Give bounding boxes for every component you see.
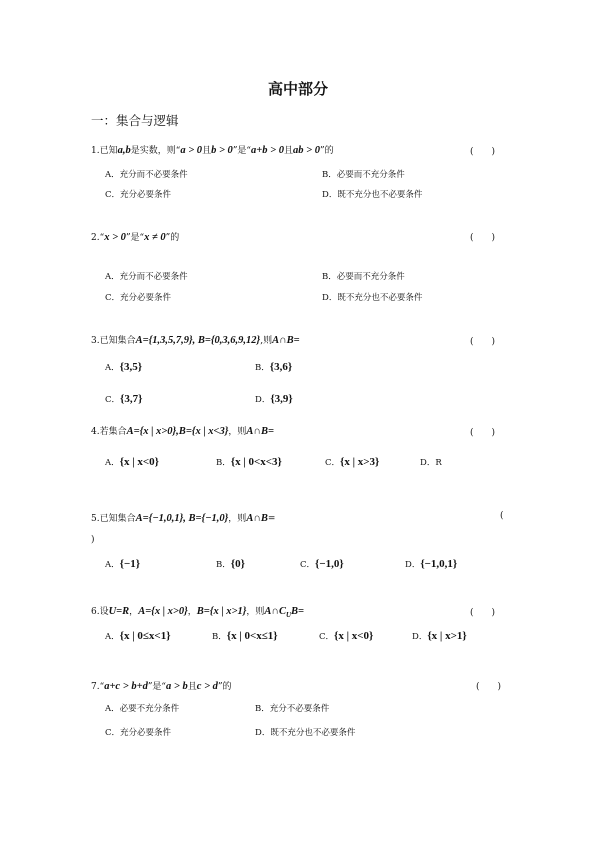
q4-option-a <box>105 456 159 468</box>
q5-option-c-label: C． <box>300 560 316 570</box>
q4-option-c-label: C． <box>325 458 341 468</box>
q5-option-c-value: {−1,0} <box>315 558 344 570</box>
q5-option-a-label: A． <box>105 560 120 570</box>
q5-text-b: ，则 <box>228 514 247 524</box>
q5-option-d-label: D． <box>405 560 421 570</box>
q6-math-a: U=R <box>108 606 130 617</box>
q5-answer-blank-open: ( <box>500 511 504 521</box>
q4-option-d <box>420 456 442 468</box>
question-3-stem <box>91 333 300 346</box>
q1-math-a: a,b <box>117 145 131 156</box>
q3-option-b-value: {3,6} <box>269 361 293 373</box>
q3-text-b: ,则 <box>260 336 273 346</box>
q6-option-b-value: {x | 0<x≤1} <box>226 630 278 642</box>
q4-option-d-value: R <box>435 458 442 468</box>
q5-math-b: A∩B <box>246 513 268 524</box>
q2-option-d: D．既不充分也不必要条件 <box>322 293 423 303</box>
q1-math-d: a+b > 0 <box>251 145 284 156</box>
q7-option-c: C．充分必要条件 <box>105 728 172 738</box>
q6-option-b <box>212 630 278 642</box>
q4-text-b: ，则 <box>228 427 247 437</box>
q5-answer-blank-close: ) <box>91 535 95 545</box>
q2-text-c: ”的 <box>165 233 180 243</box>
q3-answer-blank: ( ) <box>470 337 496 347</box>
q5-option-c <box>300 558 344 570</box>
q5-text-a: 5.已知集合 <box>91 514 136 524</box>
q1-option-a: A．充分而不必要条件 <box>105 170 188 180</box>
section-heading: 一：集合与逻辑 <box>91 113 179 128</box>
q3-option-a-label: A． <box>105 363 120 373</box>
q6-answer-blank: ( ) <box>470 608 496 618</box>
q3-option-a <box>105 361 142 373</box>
q1-text-f: ”的 <box>319 146 334 156</box>
q6-text-c: ， <box>187 607 197 617</box>
q1-math-e: ab > 0 <box>293 145 320 156</box>
q5-option-d-value: {−1,0,1} <box>420 558 458 570</box>
q2-option-c: C．充分必要条件 <box>105 293 172 303</box>
q5-option-b-value: {0} <box>230 558 245 570</box>
q6-option-c-label: C． <box>319 632 335 642</box>
q6-option-a-label: A． <box>105 632 120 642</box>
q3-math-a: A={1,3,5,7,9}, B={0,3,6,9,12} <box>135 335 261 346</box>
q3-option-d <box>255 393 293 405</box>
question-6-stem <box>91 604 304 619</box>
q2-option-b: B．必要而不充分条件 <box>322 272 405 282</box>
q4-math-b: A∩B= <box>246 426 274 437</box>
q4-option-b-value: {x | 0<x<3} <box>230 456 282 468</box>
q2-text-a: 2.“ <box>91 233 105 243</box>
q6-math-subscript: U <box>285 610 292 619</box>
q3-option-d-value: {3,9} <box>270 393 293 405</box>
q5-option-d <box>405 558 457 570</box>
q3-option-c-value: {3,7} <box>120 393 143 405</box>
q6-option-d-label: D． <box>412 632 428 642</box>
q6-math-e: B= <box>291 606 305 617</box>
q2-math-a: x > 0 <box>104 232 126 243</box>
question-7-stem <box>91 679 232 692</box>
q7-text-c: 且 <box>187 682 197 692</box>
q1-text-b: 是实数，则“ <box>130 146 181 156</box>
q6-text-b: ， <box>129 607 139 617</box>
q6-option-b-label: B． <box>212 632 227 642</box>
q1-text-a: 1.已知 <box>91 146 118 156</box>
q7-math-c: c > d <box>196 681 218 692</box>
q6-option-c <box>319 630 373 642</box>
q7-text-d: ”的 <box>217 682 232 692</box>
q2-text-b: ”是“ <box>125 233 145 243</box>
q5-option-b <box>216 558 245 570</box>
q6-option-a <box>105 630 171 642</box>
q4-option-a-value: {x | x<0} <box>119 456 159 468</box>
q6-math-c: B={x | x>1} <box>196 606 247 617</box>
q7-math-a: a+c > b+d <box>104 681 148 692</box>
q4-option-b <box>216 456 282 468</box>
q7-answer-blank: ( ) <box>476 682 502 692</box>
q7-option-d: D．既不充分也不必要条件 <box>255 728 356 738</box>
q2-option-a: A．充分而不必要条件 <box>105 272 188 282</box>
q5-option-b-label: B． <box>216 560 231 570</box>
q6-text-d: ，则 <box>246 607 265 617</box>
q4-option-b-label: B． <box>216 458 231 468</box>
q4-answer-blank: ( ) <box>470 428 496 438</box>
q1-option-c: C．充分必要条件 <box>105 190 172 200</box>
q5-option-a <box>105 558 140 570</box>
page-title: 高中部分 <box>267 80 328 98</box>
q7-option-b: B．充分不必要条件 <box>255 704 330 714</box>
q3-option-d-label: D． <box>255 395 271 405</box>
q2-answer-blank: ( ) <box>470 233 496 243</box>
question-4-stem <box>91 424 274 437</box>
q6-text-a: 6.设 <box>91 607 109 617</box>
q3-text-a: 3.已知集合 <box>91 336 136 346</box>
q6-option-c-value: {x | x<0} <box>334 630 374 642</box>
q1-math-b: a > 0 <box>180 145 203 156</box>
q1-option-b: B．必要而不充分条件 <box>322 170 405 180</box>
q7-text-b: ”是“ <box>147 682 167 692</box>
q4-option-c <box>325 456 379 468</box>
q2-math-b: x ≠ 0 <box>144 232 166 243</box>
q3-option-c <box>105 393 142 405</box>
q1-option-d: D．既不充分也不必要条件 <box>322 190 423 200</box>
q6-option-a-value: {x | 0≤x<1} <box>119 630 171 642</box>
q5-math-a: A={−1,0,1}, B={−1,0} <box>135 513 229 524</box>
q1-text-d: ”是“ <box>232 146 252 156</box>
q7-text-a: 7.“ <box>91 682 105 692</box>
q5-text-c: = <box>267 514 276 524</box>
q1-text-c: 且 <box>202 146 212 156</box>
q4-option-d-label: D． <box>420 458 436 468</box>
question-1-stem <box>91 143 334 156</box>
q3-option-c-label: C． <box>105 395 121 405</box>
q6-option-d <box>412 630 467 642</box>
q5-option-a-value: {−1} <box>119 558 141 570</box>
q7-option-a: A．必要不充分条件 <box>105 704 180 714</box>
q3-option-b <box>255 361 292 373</box>
q1-text-e: 且 <box>283 146 293 156</box>
q1-answer-blank: ( ) <box>470 147 496 157</box>
q3-math-b: A∩B= <box>272 335 300 346</box>
q4-option-c-value: {x | x>3} <box>340 456 380 468</box>
q6-math-b: A={x | x>0} <box>138 606 188 617</box>
q4-option-a-label: A． <box>105 458 120 468</box>
q4-text-a: 4.若集合 <box>91 427 127 437</box>
question-5-stem <box>91 511 275 524</box>
q3-option-b-label: B． <box>255 363 270 373</box>
q6-option-d-value: {x | x>1} <box>427 630 467 642</box>
q4-math-a: A={x | x>0},B={x | x<3} <box>126 426 229 437</box>
question-2-stem <box>91 230 179 243</box>
q3-option-a-value: {3,5} <box>119 361 143 373</box>
q7-math-b: a > b <box>166 681 188 692</box>
q6-math-d: A∩C <box>264 606 286 617</box>
q1-math-c: b > 0 <box>211 145 233 156</box>
